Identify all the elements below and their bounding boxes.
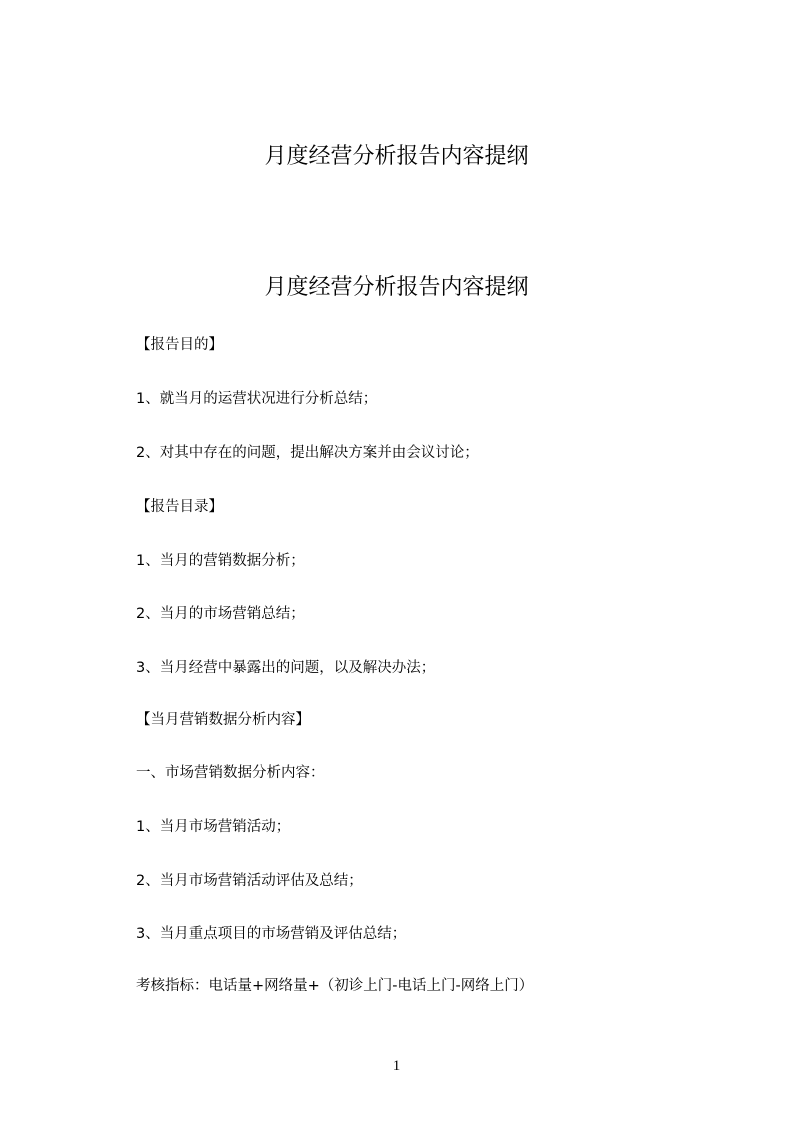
list-item: 1、当月的营销数据分析； — [136, 553, 305, 569]
document-title: 月度经营分析报告内容提纲 — [264, 275, 529, 300]
list-item: 2、对其中存在的问题，提出解决方案并由会议讨论； — [136, 445, 479, 461]
subsection-heading: 一、市场营销数据分析内容： — [136, 765, 325, 781]
list-item: 2、当月的市场营销总结； — [136, 606, 305, 622]
kpi-line: 考核指标：电话量+网络量+（初诊上门-电话上门-网络上门） — [136, 978, 534, 994]
page-number: 1 — [392, 1058, 401, 1074]
section-heading-contents: 【报告目录】 — [136, 499, 223, 515]
list-item: 3、当月经营中暴露出的问题，以及解决办法； — [136, 660, 436, 676]
list-item: 1、当月市场营销活动； — [136, 819, 291, 835]
header-title: 月度经营分析报告内容提纲 — [264, 144, 529, 169]
list-item: 3、当月重点项目的市场营销及评估总结； — [136, 926, 407, 942]
section-heading-purpose: 【报告目的】 — [136, 337, 223, 353]
list-item: 1、就当月的运营状况进行分析总结； — [136, 391, 378, 407]
list-item: 2、当月市场营销活动评估及总结； — [136, 873, 363, 889]
section-heading-analysis: 【当月营销数据分析内容】 — [136, 712, 310, 728]
